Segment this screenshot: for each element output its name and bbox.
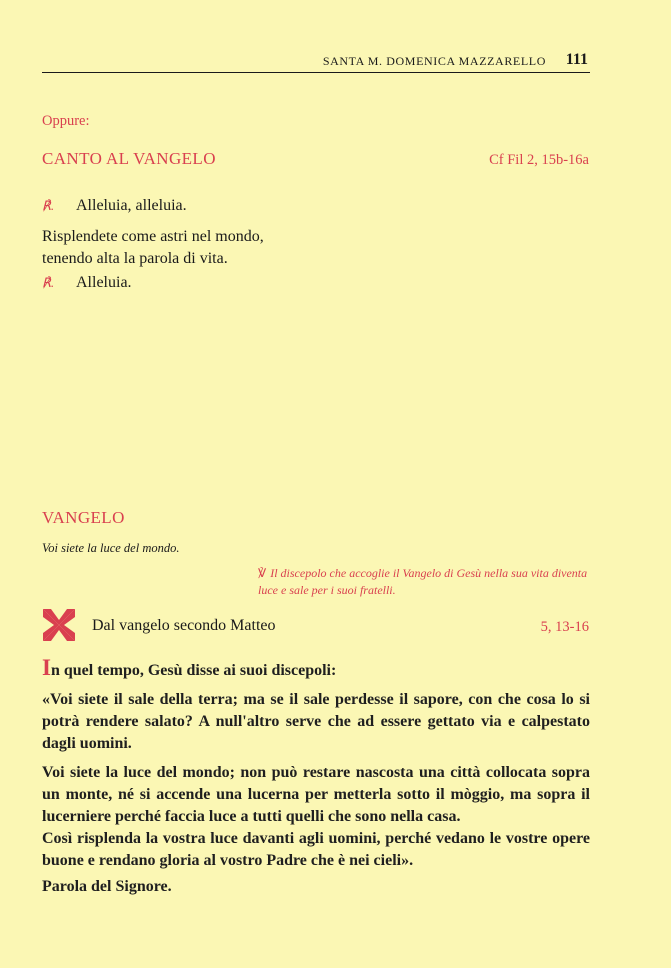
response-text: Alleluia, alleluia. <box>76 197 187 214</box>
response-symbol: ℟. <box>42 198 55 213</box>
verse-line: tenendo alta la parola di vita. <box>42 250 228 267</box>
running-head <box>42 50 590 73</box>
response-symbol: ℟. <box>42 275 55 290</box>
canto-verse <box>42 226 602 270</box>
canto-title: CANTO AL VANGELO <box>42 149 216 168</box>
gospel-paragraph-4: Così risplenda la vostra luce davanti agli uomini, perché vedano le vostre opere buone e rendano gloria al vostro Padre che è nei cieli». <box>42 830 590 869</box>
gospel-paragraph-3: Voi siete la luce del mondo; non può restare nascosta una città collocata sopra un monte, né si accende una lucerna per metterla sotto il mòggio, ma sopra il lucerniere perché faccia luce a tutti quelli che sono nella casa. <box>42 764 590 825</box>
maltese-cross-icon <box>42 608 76 642</box>
gospel-paragraph-1 <box>42 657 590 682</box>
page-number: 111 <box>565 51 588 68</box>
vangelo-title: VANGELO <box>42 508 125 527</box>
response-text: Alleluia. <box>76 274 132 291</box>
gospel-closing: Parola del Signore. <box>42 878 172 895</box>
canto-reference: Cf Fil 2, 15b-16a <box>489 152 589 168</box>
canto-response-2 <box>42 274 132 292</box>
gospel-intro: Dal vangelo secondo Matteo <box>92 617 276 634</box>
verse-line: Risplendete come astri nel mondo, <box>42 228 264 245</box>
vangelo-subtitle: Voi siete la luce del mondo. <box>42 541 180 555</box>
gospel-paragraph-2: «Voi siete il sale della terra; ma se il sale perdesse il sapore, con che cosa lo si potrà rendere salato? A null'altro serve che ad essere gettato via e calpestato dagli uomini. <box>42 691 590 752</box>
gospel-note <box>258 565 598 599</box>
paragraph-text: n quel tempo, Gesù disse ai suoi discepoli: <box>50 662 337 679</box>
canto-response-1 <box>42 197 187 215</box>
oppure-label: Oppure: <box>42 113 90 129</box>
gospel-reference: 5, 13-16 <box>540 619 589 635</box>
running-title: SANTA M. DOMENICA MAZZARELLO <box>322 54 546 68</box>
drop-cap: I <box>42 655 51 680</box>
versicle-symbol: ℣ <box>258 566 267 580</box>
gospel-note-text: Il discepolo che accoglie il Vangelo di Gesù nella sua vita diventa luce e sale per i suoi fratelli. <box>258 566 588 597</box>
